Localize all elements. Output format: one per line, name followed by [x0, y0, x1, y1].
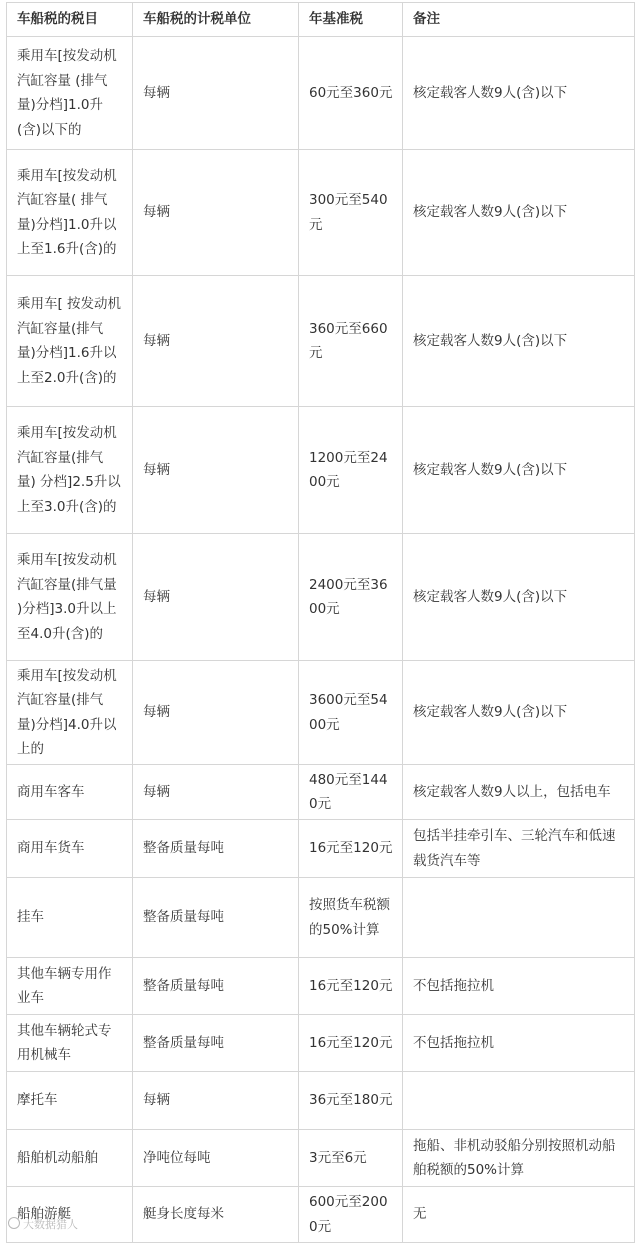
remark-cell: 核定载客人数9人(含)以下 [403, 534, 635, 661]
tax-item-cell: 乘用车[按发动机汽缸容量( 排气量)分档]1.0升以上至1.6升(含)的 [7, 150, 133, 276]
tax-item-cell: 船舶游艇 [7, 1187, 133, 1243]
table-row [7, 1015, 635, 1072]
remark-cell: 核定载客人数9人(含)以下 [403, 407, 635, 534]
annual-tax-cell: 60元至360元 [299, 37, 403, 150]
tax-item-cell: 其他车辆轮式专用机械车 [7, 1015, 133, 1072]
tax-unit-cell: 每辆 [133, 765, 299, 820]
annual-tax-cell: 按照货车税额的50%计算 [299, 878, 403, 958]
tax-unit-cell: 每辆 [133, 150, 299, 276]
tax-item-cell: 商用车货车 [7, 820, 133, 878]
tax-unit-cell: 整备质量每吨 [133, 878, 299, 958]
tax-item-cell: 其他车辆专用作业车 [7, 958, 133, 1015]
tax-unit-cell: 整备质量每吨 [133, 1015, 299, 1072]
tax-item-cell: 乘用车[按发动机汽缸容量(排气量) 分档]2.5升以上至3.0升(含)的 [7, 407, 133, 534]
table-row [7, 820, 635, 878]
tax-unit-cell: 整备质量每吨 [133, 820, 299, 878]
header-tax-unit: 车船税的计税单位 [133, 3, 299, 37]
table-row [7, 1187, 635, 1243]
annual-tax-cell: 16元至120元 [299, 958, 403, 1015]
annual-tax-cell: 16元至120元 [299, 1015, 403, 1072]
watermark-text: 大数据猎人 [23, 1218, 78, 1231]
table-row [7, 407, 635, 534]
remark-cell: 无 [403, 1187, 635, 1243]
tax-unit-cell: 每辆 [133, 407, 299, 534]
header-annual-base-tax: 年基准税 [299, 3, 403, 37]
table-row [7, 276, 635, 407]
table-row [7, 37, 635, 150]
tax-unit-cell: 净吨位每吨 [133, 1130, 299, 1187]
tax-unit-cell: 每辆 [133, 276, 299, 407]
tax-item-cell: 船舶机动船舶 [7, 1130, 133, 1187]
tax-unit-cell: 每辆 [133, 534, 299, 661]
annual-tax-cell: 600元至2000元 [299, 1187, 403, 1243]
watermark [8, 1217, 78, 1232]
tax-item-cell: 商用车客车 [7, 765, 133, 820]
header-tax-item: 车船税的税目 [7, 3, 133, 37]
tax-item-cell: 乘用车[按发动机汽缸容量(排气量)分档]4.0升以上的 [7, 661, 133, 765]
tax-unit-cell: 每辆 [133, 661, 299, 765]
remark-cell: 核定载客人数9人以上，包括电车 [403, 765, 635, 820]
tax-item-cell: 挂车 [7, 878, 133, 958]
annual-tax-cell: 2400元至3600元 [299, 534, 403, 661]
tax-unit-cell: 每辆 [133, 1072, 299, 1130]
annual-tax-cell: 3元至6元 [299, 1130, 403, 1187]
remark-cell: 包括半挂牵引车、三轮汽车和低速载货汽车等 [403, 820, 635, 878]
remark-cell: 不包括拖拉机 [403, 1015, 635, 1072]
tax-item-cell: 乘用车[ 按发动机汽缸容量(排气量)分档]1.6升以上至2.0升(含)的 [7, 276, 133, 407]
header-remarks: 备注 [403, 3, 635, 37]
remark-cell: 拖船、非机动驳船分别按照机动船舶税额的50%计算 [403, 1130, 635, 1187]
table-row [7, 534, 635, 661]
vehicle-vessel-tax-table [6, 2, 635, 1243]
table-row [7, 1130, 635, 1187]
remark-cell: 核定载客人数9人(含)以下 [403, 150, 635, 276]
table-row [7, 150, 635, 276]
tax-unit-cell: 整备质量每吨 [133, 958, 299, 1015]
tax-item-cell: 摩托车 [7, 1072, 133, 1130]
annual-tax-cell: 36元至180元 [299, 1072, 403, 1130]
annual-tax-cell: 3600元至5400元 [299, 661, 403, 765]
annual-tax-cell: 300元至540元 [299, 150, 403, 276]
table-row [7, 765, 635, 820]
watermark-logo-icon [8, 1217, 20, 1229]
table-row [7, 958, 635, 1015]
tax-item-cell: 乘用车[按发动机汽缸容量 (排气量)分档]1.0升(含)以下的 [7, 37, 133, 150]
tax-item-cell: 乘用车[按发动机汽缸容量(排气量 )分档]3.0升以上至4.0升(含)的 [7, 534, 133, 661]
tax-unit-cell: 艇身长度每米 [133, 1187, 299, 1243]
annual-tax-cell: 1200元至2400元 [299, 407, 403, 534]
table-row [7, 878, 635, 958]
header-row [7, 3, 635, 37]
remark-cell: 不包括拖拉机 [403, 958, 635, 1015]
table-row [7, 1072, 635, 1130]
remark-cell: 核定载客人数9人(含)以下 [403, 276, 635, 407]
remark-cell [403, 1072, 635, 1130]
tax-unit-cell: 每辆 [133, 37, 299, 150]
remark-cell [403, 878, 635, 958]
annual-tax-cell: 16元至120元 [299, 820, 403, 878]
annual-tax-cell: 480元至1440元 [299, 765, 403, 820]
remark-cell: 核定载客人数9人(含)以下 [403, 37, 635, 150]
table-row [7, 661, 635, 765]
remark-cell: 核定载客人数9人(含)以下 [403, 661, 635, 765]
annual-tax-cell: 360元至660元 [299, 276, 403, 407]
